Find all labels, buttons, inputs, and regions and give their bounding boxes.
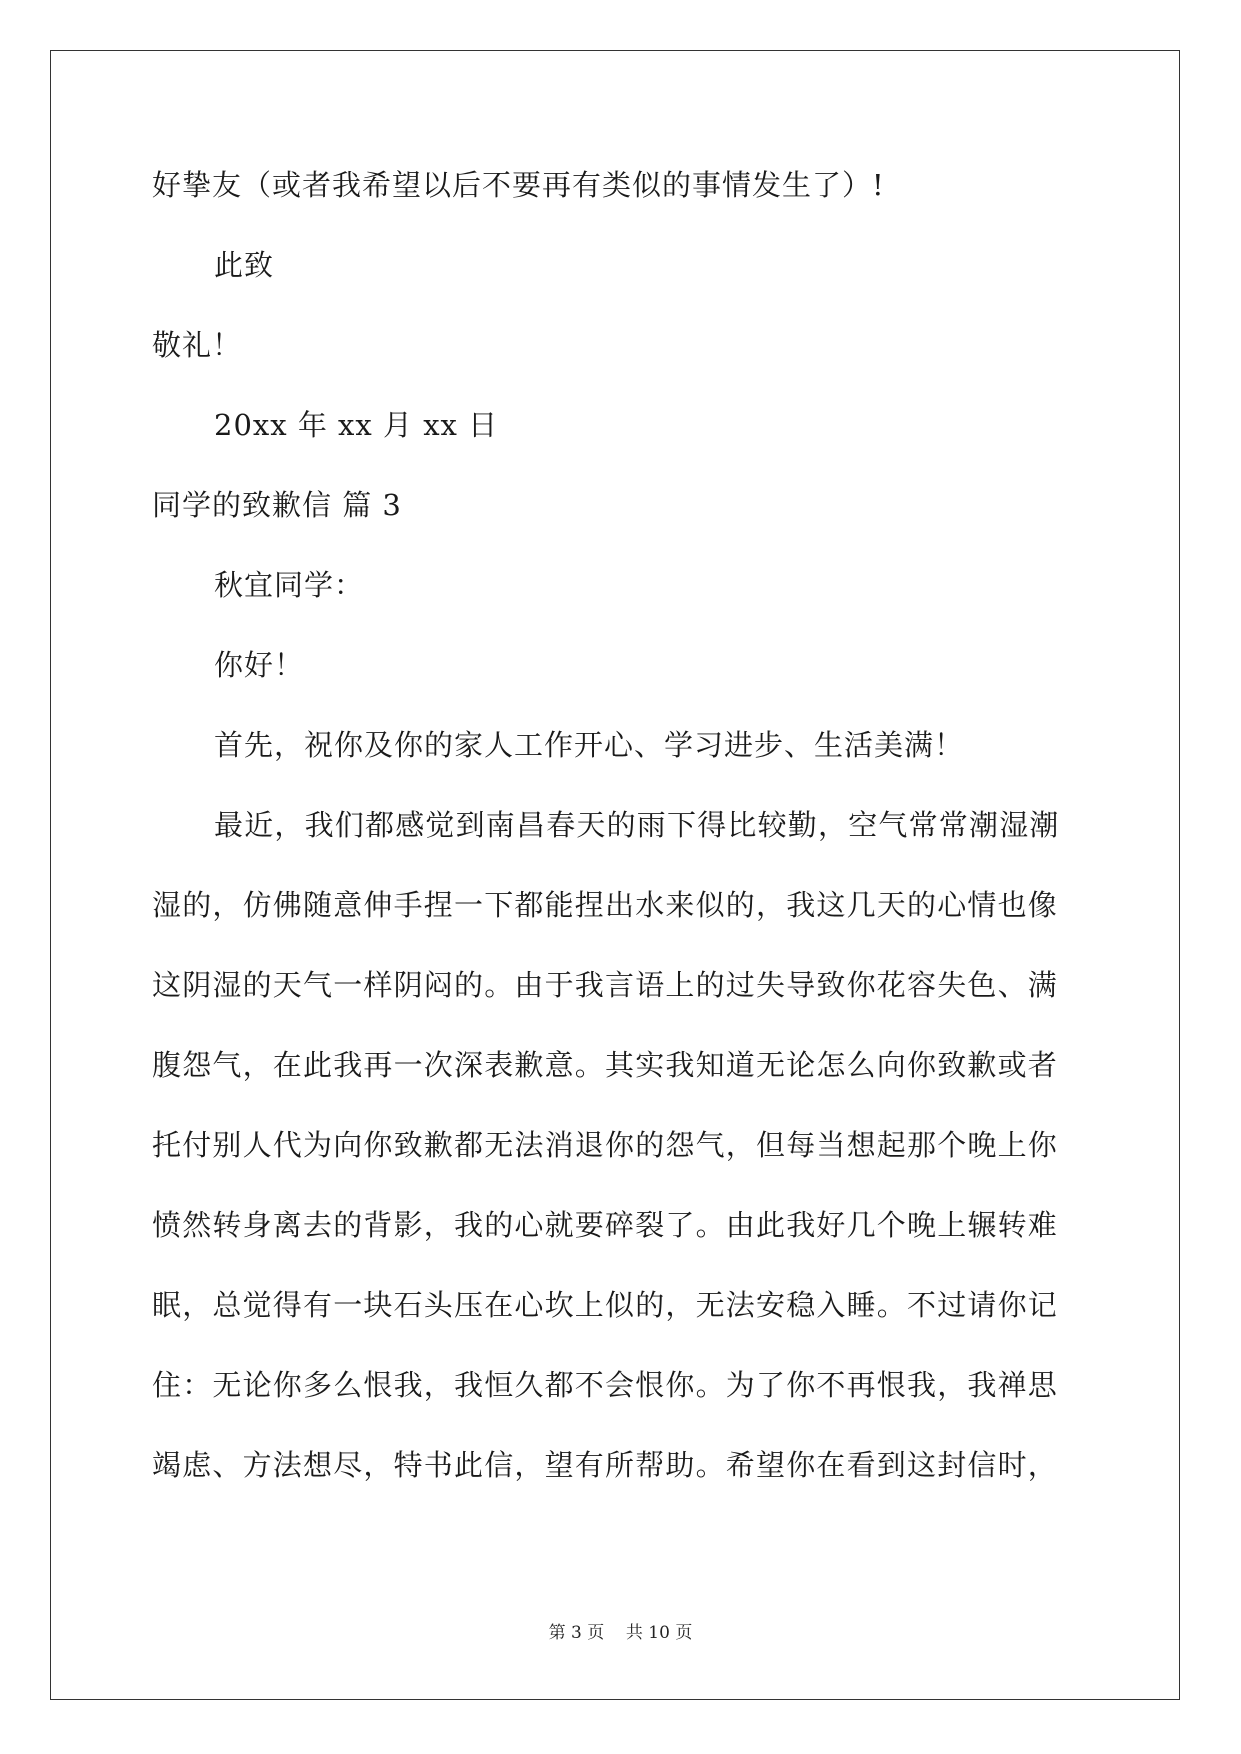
page-number-footer: 第 3 页 共 10 页: [548, 1623, 693, 1643]
greeting-recipient: 秋宜同学：: [214, 568, 365, 602]
paragraph-line: 最近，我们都感觉到南昌春天的雨下得比较勤，空气常常潮湿潮: [214, 808, 1060, 842]
paragraph-line: 眠，总觉得有一块石头压在心坎上似的，无法安稳入睡。不过请你记: [152, 1288, 1059, 1322]
document-body: [152, 165, 1092, 1525]
paragraph-line: 湿的，仿佛随意伸手捏一下都能捏出水来似的，我这几天的心情也像: [152, 888, 1059, 922]
paragraph-line: 腹怨气，在此我再一次深表歉意。其实我知道无论怎么向你致歉或者: [152, 1048, 1059, 1082]
section-heading: 同学的致歉信 篇 3: [152, 488, 402, 522]
closing-phrase: 此致: [214, 248, 275, 282]
paragraph-line: 竭虑、方法想尽，特书此信，望有所帮助。希望你在看到这封信时，: [152, 1448, 1059, 1482]
paragraph-line: 住：无论你多么恨我，我恒久都不会恨你。为了你不再恨我，我禅思: [152, 1368, 1059, 1402]
text-line: 好挚友（或者我希望以后不要再有类似的事情发生了）!: [152, 168, 885, 202]
greeting: 你好！: [214, 648, 305, 682]
opening-wish: 首先，祝你及你的家人工作开心、学习进步、生活美满！: [214, 728, 965, 762]
letter-paragraph: [152, 805, 1092, 1525]
date-line: 20xx 年 xx 月 xx 日: [214, 408, 499, 442]
salutation-closing: 敬礼！: [152, 328, 243, 362]
paragraph-line: 托付别人代为向你致歉都无法消退你的怨气，但每当想起那个晚上你: [152, 1128, 1059, 1162]
paragraph-line: 愤然转身离去的背影，我的心就要碎裂了。由此我好几个晚上辗转难: [152, 1208, 1059, 1242]
paragraph-line: 这阴湿的天气一样阴闷的。由于我言语上的过失导致你花容失色、满: [152, 968, 1059, 1002]
